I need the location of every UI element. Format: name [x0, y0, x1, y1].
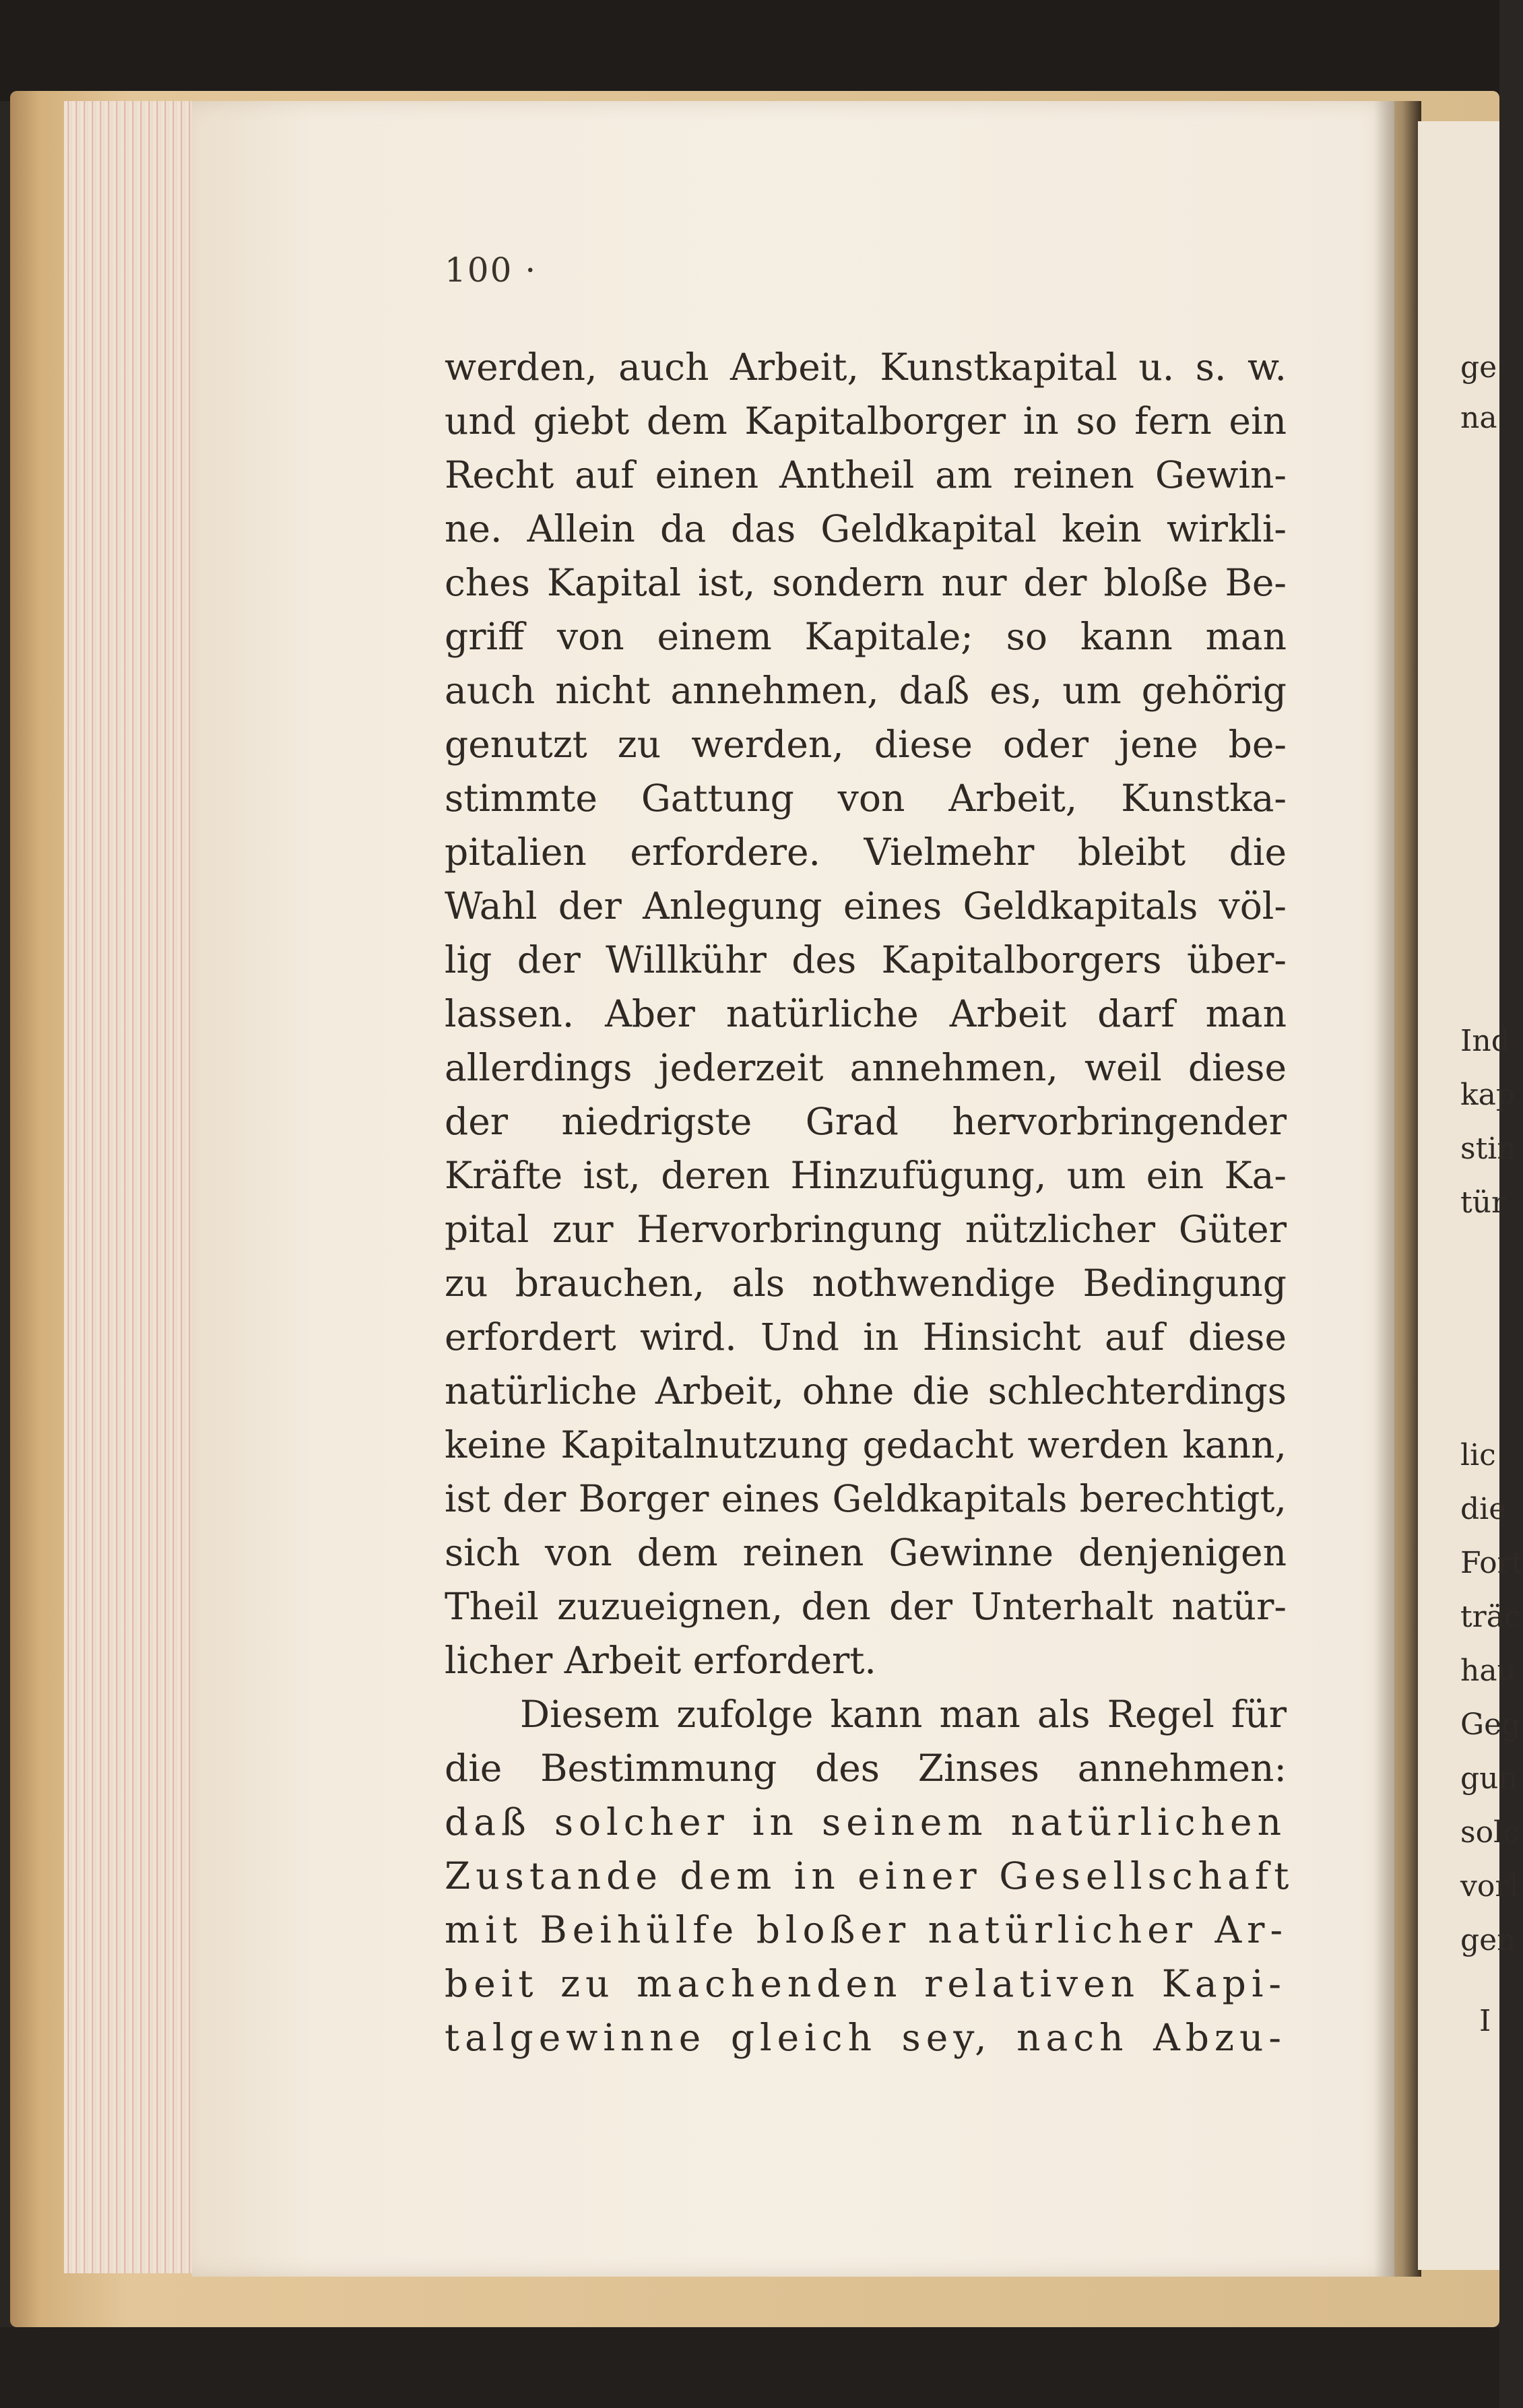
background-top: [0, 0, 1499, 101]
text-line: Kräfte ist, deren Hinzufügung, um ein Ka-: [445, 1154, 1287, 1197]
text-line: licher Arbeit erfordert.: [445, 1639, 876, 1682]
text-line: Diesem zufolge kann man als Regel für: [520, 1693, 1287, 1736]
text-line: pitalien erfordere. Vielmehr bleibt die: [445, 831, 1287, 874]
text-line: Recht auf einen Antheil am reinen Gewin-: [445, 453, 1287, 496]
text-fragment: die: [1460, 1492, 1507, 1526]
text-line: die Bestimmung des Zinses annehmen:: [445, 1747, 1287, 1790]
text-fragment: hau: [1460, 1654, 1516, 1688]
text-line: auch nicht annehmen, daß es, um gehörig: [445, 669, 1287, 712]
text-fragment: gen: [1460, 1923, 1516, 1957]
text-fragment: stin: [1460, 1132, 1516, 1166]
text-line: genutzt zu werden, diese oder jene be-: [445, 723, 1287, 766]
text-fragment: lic: [1460, 1438, 1496, 1472]
page-number: 100 ·: [445, 251, 538, 290]
text-fragment: ge: [1460, 350, 1497, 385]
text-fragment: Fort: [1460, 1546, 1523, 1580]
text-line: Theil zuzueignen, den der Unterhalt natür-: [445, 1585, 1287, 1628]
text-line: lassen. Aber natürliche Arbeit darf man: [445, 992, 1287, 1035]
text-line: und giebt dem Kapitalborger in so fern ein: [445, 399, 1287, 443]
text-line: natürliche Arbeit, ohne die schlechterdings: [445, 1369, 1287, 1412]
text-line: pital zur Hervorbringung nützlicher Güter: [445, 1208, 1287, 1251]
background-bottom: [0, 2327, 1499, 2408]
page-text-block: [445, 340, 1295, 2064]
text-line: erfordert wird. Und in Hinsicht auf diese: [445, 1315, 1287, 1359]
text-line: Wahl der Anlegung eines Geldkapitals völ-: [445, 884, 1287, 928]
page-stack-edge: [64, 101, 205, 2273]
text-fragment: vorl: [1460, 1869, 1519, 1903]
gutter-shadow: [1374, 101, 1421, 2277]
text-fragment: tür: [1460, 1185, 1506, 1220]
text-fragment: Geg: [1460, 1707, 1521, 1742]
text-line: beit zu machenden relativen Kapi-: [445, 1962, 1287, 2005]
text-fragment: kap: [1460, 1078, 1516, 1112]
text-fragment: Ind: [1460, 1024, 1510, 1058]
text-line: ches Kapital ist, sondern nur der bloße Be-: [445, 561, 1287, 604]
text-line: daß solcher in seinem natürlichen: [445, 1800, 1287, 1844]
text-line: ne. Allein da das Geldkapital kein wirkli-: [445, 507, 1287, 550]
text-line: mit Beihülfe bloßer natürlicher Ar-: [445, 1908, 1289, 1951]
text-line: talgewinne gleich sey, nach Abzu-: [445, 2016, 1287, 2059]
text-line: der niedrigste Grad hervorbringender: [445, 1100, 1287, 1143]
text-fragment: I: [1479, 2004, 1491, 2038]
text-fragment: solc: [1460, 1815, 1520, 1850]
text-line: keine Kapitalnutzung gedacht werden kann,: [445, 1423, 1287, 1466]
text-line: stimmte Gattung von Arbeit, Kunstka-: [445, 777, 1287, 820]
text-line: sich von dem reinen Gewinne denjenigen: [445, 1531, 1287, 1574]
text-line: ist der Borger eines Geldkapitals berechtigt,: [445, 1477, 1287, 1520]
text-fragment: träc: [1460, 1600, 1521, 1634]
text-line: griff von einem Kapitale; so kann man: [445, 615, 1287, 658]
text-fragment: gun: [1460, 1761, 1518, 1796]
text-line: Zustande dem in einer Gesellschaft: [445, 1854, 1295, 1897]
text-fragment: na: [1460, 401, 1497, 435]
text-line: lig der Willkühr des Kapitalborgers über-: [445, 938, 1287, 981]
text-line: allerdings jederzeit annehmen, weil diese: [445, 1046, 1287, 1089]
text-line: werden, auch Arbeit, Kunstkapital u. s. w.: [445, 346, 1287, 389]
text-line: zu brauchen, als nothwendige Bedingung: [445, 1262, 1287, 1305]
